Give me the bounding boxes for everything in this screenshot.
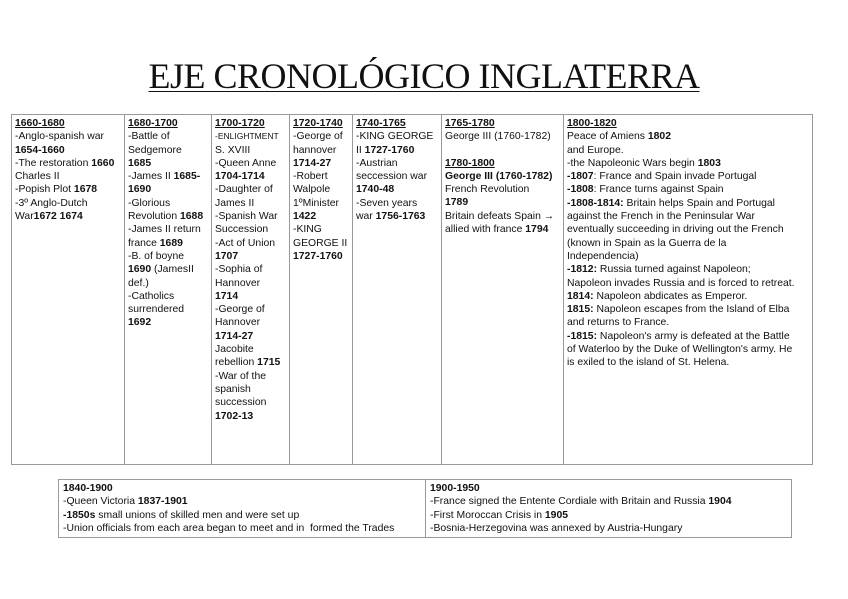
event-text: -1808 bbox=[567, 184, 594, 196]
event-text: -James II return bbox=[128, 224, 201, 236]
event-text: small unions of skilled men and were set up bbox=[95, 509, 300, 521]
event-line bbox=[293, 183, 349, 196]
event-line bbox=[128, 170, 208, 183]
event-text: 1789 bbox=[445, 197, 469, 209]
column-1800-1820 bbox=[564, 115, 813, 465]
event-text: 1803 bbox=[697, 157, 721, 169]
event-line bbox=[567, 223, 809, 236]
event-line bbox=[215, 316, 286, 329]
event-text: : France turns against Spain bbox=[593, 184, 724, 196]
event-line bbox=[128, 144, 208, 157]
event-line bbox=[356, 130, 438, 143]
event-text: -Union officials from each area began to meet and in formed the Trades bbox=[63, 522, 395, 534]
event-line bbox=[15, 170, 121, 183]
event-text: 1672 1674 bbox=[33, 211, 83, 223]
event-text: -KING bbox=[293, 224, 322, 236]
event-text: of Waterloo by the Duke of Wellington's army. He bbox=[567, 344, 793, 356]
event-text: seccession war bbox=[356, 171, 428, 183]
event-text: Peace of Amiens bbox=[567, 131, 648, 143]
event-text: Napoleon abdicates as Emperor. bbox=[593, 290, 748, 302]
event-text: : France and Spain invade Portugal bbox=[593, 171, 757, 183]
column-1840-1900 bbox=[59, 480, 426, 538]
event-text: -3º Anglo-Dutch bbox=[15, 197, 88, 209]
event-line bbox=[567, 144, 809, 157]
event-text: Napoleon's army is defeated at the Battle bbox=[597, 330, 790, 342]
event-text: French Revolution bbox=[445, 184, 530, 196]
event-line bbox=[128, 223, 208, 236]
event-line bbox=[293, 223, 349, 236]
event-line bbox=[128, 197, 208, 210]
event-text: 1727-1760 bbox=[364, 144, 415, 156]
event-text: 1814: bbox=[567, 290, 594, 302]
event-text: -Daughter of bbox=[215, 184, 273, 196]
event-line bbox=[356, 210, 438, 223]
event-text: 1780-1800 bbox=[445, 157, 495, 169]
event-text: 1702-13 bbox=[215, 410, 254, 422]
event-text: 1685- bbox=[173, 171, 201, 183]
event-text: II bbox=[356, 144, 365, 156]
event-line bbox=[215, 290, 286, 303]
event-text: 1688 bbox=[179, 211, 204, 223]
event-line bbox=[567, 170, 809, 183]
column-header: 1800-1820 bbox=[567, 118, 617, 129]
event-line bbox=[445, 130, 560, 143]
event-text: (JamesII bbox=[151, 264, 194, 276]
column-header: 1740-1765 bbox=[356, 118, 406, 129]
event-text: GEORGE II bbox=[293, 237, 348, 249]
event-text: 1727-1760 bbox=[293, 250, 343, 262]
event-line bbox=[215, 250, 286, 263]
event-text: S. XVIII bbox=[215, 144, 251, 156]
event-text: -1815: bbox=[567, 330, 598, 342]
event-text: -1812: bbox=[567, 264, 598, 276]
event-text: 1690 bbox=[128, 184, 152, 196]
event-text: Britain helps Spain and Portugal bbox=[623, 197, 775, 209]
event-text: -Austrian bbox=[356, 157, 398, 169]
event-line bbox=[567, 303, 809, 316]
event-text: and Europe. bbox=[567, 144, 624, 156]
column-1740-1765 bbox=[353, 115, 442, 465]
event-text: 1714 bbox=[215, 290, 239, 302]
event-text: 1714-27 bbox=[215, 330, 254, 342]
event-line bbox=[567, 356, 809, 369]
event-text: -Queen Anne bbox=[215, 157, 277, 169]
column-header: 1660-1680 bbox=[15, 118, 65, 129]
event-text: -B. of boyne bbox=[128, 250, 185, 262]
event-line bbox=[215, 343, 286, 356]
event-text: War bbox=[15, 211, 34, 223]
event-line bbox=[15, 144, 121, 157]
event-text: Russia turned against Napoleon; bbox=[597, 264, 751, 276]
event-text: 1685 bbox=[128, 157, 152, 169]
event-line bbox=[445, 183, 560, 196]
event-line bbox=[445, 144, 560, 157]
event-line bbox=[128, 316, 208, 329]
event-text: 1802 bbox=[647, 131, 671, 143]
column-1680-1700 bbox=[125, 115, 212, 465]
event-line bbox=[567, 130, 809, 143]
event-line bbox=[128, 303, 208, 316]
event-line bbox=[567, 210, 809, 223]
event-text: 1690 bbox=[128, 264, 152, 276]
event-text: 1905 bbox=[544, 509, 569, 521]
event-line bbox=[215, 277, 286, 290]
event-text: -Sophia of bbox=[215, 264, 263, 276]
event-line bbox=[567, 330, 809, 343]
event-text: 1660 bbox=[91, 157, 115, 169]
event-text: -Battle of bbox=[128, 131, 170, 143]
event-text: 1704-1714 bbox=[215, 171, 265, 183]
event-text: def.) bbox=[128, 277, 149, 289]
event-line bbox=[567, 183, 809, 196]
column-1660-1680 bbox=[12, 115, 125, 465]
event-line bbox=[15, 130, 121, 143]
event-line bbox=[356, 170, 438, 183]
event-text: -George of bbox=[293, 131, 343, 143]
event-text: -Act of Union bbox=[215, 237, 276, 249]
event-text: -1807 bbox=[567, 171, 594, 183]
event-line bbox=[15, 197, 121, 210]
event-line bbox=[215, 303, 286, 316]
event-text: Hannover bbox=[215, 317, 261, 329]
event-text: (known in Spain as la Guerra de la bbox=[567, 237, 727, 249]
event-text: -France signed the Entente Cordiale with Britain and Russia bbox=[430, 496, 709, 508]
event-text: -Glorious bbox=[128, 197, 171, 209]
event-text: Hannover bbox=[215, 277, 261, 289]
event-text: -ENLIGHTMENT bbox=[215, 131, 279, 142]
event-line bbox=[15, 157, 121, 170]
event-line bbox=[215, 356, 286, 369]
event-text: Napoleon escapes from the Island of Elba bbox=[593, 304, 790, 316]
event-line bbox=[567, 343, 809, 356]
event-text: -1808-1814: bbox=[567, 197, 624, 209]
event-line bbox=[293, 197, 349, 210]
event-text: 1837-1901 bbox=[137, 496, 188, 508]
column-1900-1950 bbox=[426, 480, 792, 538]
event-line bbox=[63, 495, 421, 508]
column-header: 1840-1900 bbox=[63, 483, 113, 494]
event-text: allied with france bbox=[445, 224, 526, 236]
event-text: france bbox=[128, 237, 160, 249]
event-text: 1815: bbox=[567, 304, 594, 316]
event-line bbox=[430, 495, 787, 508]
event-text: 1904 bbox=[708, 496, 732, 508]
event-text: 1692 bbox=[128, 317, 152, 329]
column-1765-1800 bbox=[442, 115, 564, 465]
event-line bbox=[215, 383, 286, 396]
event-line bbox=[293, 237, 349, 250]
event-line bbox=[567, 237, 809, 250]
event-text: 1756-1763 bbox=[375, 211, 426, 223]
event-text: Britain defeats Spain → bbox=[445, 210, 555, 222]
event-text: Independencia) bbox=[567, 250, 639, 262]
event-line bbox=[445, 170, 560, 183]
event-text: rebellion bbox=[215, 357, 258, 369]
event-text: succession bbox=[215, 397, 267, 409]
event-text: George III bbox=[445, 170, 496, 182]
event-line bbox=[567, 250, 809, 263]
event-line bbox=[215, 157, 286, 170]
event-line bbox=[128, 130, 208, 143]
event-text: surrendered bbox=[128, 304, 185, 316]
event-line bbox=[215, 170, 286, 183]
event-text: 1715 bbox=[257, 357, 281, 369]
event-text: 1654-1660 bbox=[15, 144, 65, 156]
event-text: 1707 bbox=[215, 250, 239, 262]
event-text: (1760-1782) bbox=[495, 170, 553, 182]
event-line bbox=[215, 130, 286, 143]
event-line bbox=[215, 237, 286, 250]
event-text: 1689 bbox=[159, 237, 183, 249]
event-line bbox=[215, 197, 286, 210]
event-line bbox=[293, 210, 349, 223]
event-line bbox=[356, 197, 438, 210]
event-line bbox=[356, 144, 438, 157]
event-line bbox=[293, 157, 349, 170]
event-line bbox=[63, 522, 421, 535]
event-text: eventually succeeding in driving out the French bbox=[567, 224, 784, 236]
event-line bbox=[128, 237, 208, 250]
column-header: 1680-1700 bbox=[128, 118, 178, 129]
event-text: -Robert bbox=[293, 171, 328, 183]
event-line bbox=[293, 144, 349, 157]
event-line bbox=[128, 183, 208, 196]
event-text: -James II bbox=[128, 171, 174, 183]
column-1720-1740 bbox=[290, 115, 353, 465]
column-1700-1720 bbox=[212, 115, 290, 465]
event-line bbox=[430, 522, 787, 535]
event-line bbox=[215, 144, 286, 157]
event-text: -KING GEORGE bbox=[356, 131, 434, 143]
timeline-table bbox=[11, 114, 813, 465]
event-line bbox=[128, 250, 208, 263]
event-line bbox=[215, 183, 286, 196]
event-text: Succession bbox=[215, 224, 269, 236]
event-text: -Anglo-spanish war bbox=[15, 131, 104, 143]
event-line bbox=[215, 396, 286, 409]
event-text: -George of bbox=[215, 304, 265, 316]
event-text: and returns to France. bbox=[567, 317, 670, 329]
event-text: Jacobite bbox=[215, 344, 254, 356]
event-line bbox=[293, 130, 349, 143]
event-line bbox=[445, 157, 560, 170]
event-text: 1422 bbox=[293, 211, 317, 223]
event-line bbox=[567, 277, 809, 290]
event-text: -Spanish War bbox=[215, 211, 278, 223]
event-line bbox=[128, 277, 208, 290]
event-line bbox=[356, 183, 438, 196]
event-text: Revolution bbox=[128, 211, 180, 223]
event-line bbox=[215, 263, 286, 276]
event-text: Charles II bbox=[15, 171, 60, 183]
event-text: -The restoration bbox=[15, 157, 92, 169]
event-line bbox=[215, 210, 286, 223]
event-text: 1714-27 bbox=[293, 157, 332, 169]
column-header: 1765-1780 bbox=[445, 118, 495, 129]
event-text: 1678 bbox=[73, 184, 98, 196]
event-line bbox=[15, 183, 121, 196]
event-line bbox=[128, 157, 208, 170]
column-header: 1720-1740 bbox=[293, 118, 343, 129]
event-text: -First Moroccan Crisis in bbox=[430, 509, 545, 521]
event-line bbox=[293, 170, 349, 183]
event-line bbox=[445, 196, 560, 209]
event-line bbox=[567, 263, 809, 276]
event-line bbox=[215, 223, 286, 236]
event-line bbox=[430, 509, 787, 522]
event-text: -Bosnia-Herzegovina was annexed by Austria-Hungary bbox=[430, 522, 683, 534]
event-line bbox=[215, 410, 286, 423]
event-text: -Popish Plot bbox=[15, 184, 74, 196]
event-line bbox=[215, 370, 286, 383]
event-text: -Seven years bbox=[356, 197, 418, 209]
event-line bbox=[128, 290, 208, 303]
event-text: hannover bbox=[293, 144, 337, 156]
event-line bbox=[128, 263, 208, 276]
event-text: Napoleon invades Russia and is forced to retreat. bbox=[567, 277, 795, 289]
event-line bbox=[567, 157, 809, 170]
column-header: 1900-1950 bbox=[430, 483, 480, 494]
timeline-table-bottom bbox=[58, 479, 792, 538]
event-text: against the French in the Peninsular War bbox=[567, 211, 755, 223]
event-line bbox=[15, 210, 121, 223]
event-text: -1850s bbox=[63, 509, 96, 521]
event-line bbox=[63, 509, 421, 522]
event-line bbox=[567, 290, 809, 303]
column-header: 1700-1720 bbox=[215, 118, 265, 129]
event-text: Walpole bbox=[293, 184, 331, 196]
event-line bbox=[128, 210, 208, 223]
event-line bbox=[567, 197, 809, 210]
event-line bbox=[293, 250, 349, 263]
event-line bbox=[445, 223, 560, 236]
event-text: spanish bbox=[215, 383, 251, 395]
event-text: 1740-48 bbox=[356, 184, 395, 196]
event-text: -War of the bbox=[215, 370, 267, 382]
event-text: war bbox=[356, 211, 376, 223]
event-text: is exiled to the island of St. Helena. bbox=[567, 357, 730, 369]
event-text: 1ºMinister bbox=[293, 197, 339, 209]
event-text: George III (1760-1782) bbox=[445, 131, 551, 143]
event-text: -Queen Victoria bbox=[63, 496, 138, 508]
event-text: -Catholics bbox=[128, 290, 175, 302]
event-line bbox=[445, 210, 560, 223]
event-text: James II bbox=[215, 197, 255, 209]
event-line bbox=[356, 157, 438, 170]
event-text: Sedgemore bbox=[128, 144, 182, 156]
event-text: -the Napoleonic Wars begin bbox=[567, 157, 698, 169]
page-title: EJE CRONOLÓGICO INGLATERRA bbox=[148, 56, 700, 96]
event-line bbox=[215, 330, 286, 343]
event-line bbox=[567, 316, 809, 329]
event-text: 1794 bbox=[525, 224, 549, 236]
